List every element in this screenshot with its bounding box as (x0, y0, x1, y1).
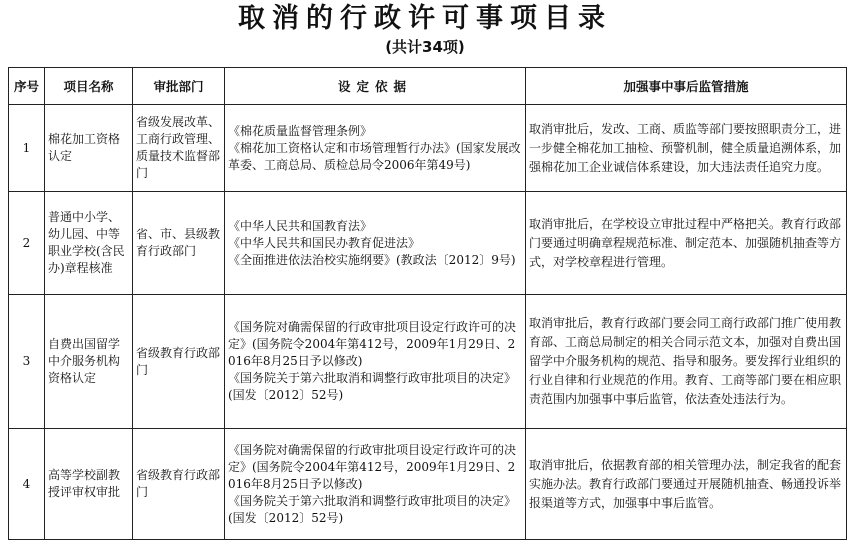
row-item-name: 自费出国留学中介服务机构资格认定 (45, 295, 133, 429)
table-row (9, 429, 847, 540)
catalog-table (8, 67, 847, 540)
row-seq: 3 (9, 295, 45, 429)
row-basis (225, 105, 526, 192)
table-header-row (9, 68, 847, 105)
basis-line: 《国务院关于第六批取消和调整行政审批项目的决定》(国发〔2012〕52号) (228, 493, 517, 525)
basis-line: 《国务院关于第六批取消和调整行政审批项目的决定》(国发〔2012〕52号) (228, 371, 517, 402)
row-basis (225, 295, 526, 429)
table-row (9, 105, 847, 192)
row-dept: 省级教育行政部门 (133, 295, 225, 429)
row-measures: 取消审批后，发改、工商、质监等部门要按照职责分工，进一步健全棉花加工抽检、预警机制，健全质量追溯体系，加强棉花加工企业诚信体系建设，加大违法责任追究力度。 (526, 105, 847, 192)
table-row (9, 192, 847, 295)
row-item-name: 普通中小学、幼儿园、中等职业学校(含民办)章程核准 (45, 192, 133, 295)
row-measures: 取消审批后，在学校设立审批过程中严格把关。教育行政部门要通过明确章程规范标准、制定范本、加强随机抽查等方式，对学校章程进行管理。 (526, 192, 847, 295)
row-basis (225, 192, 526, 295)
basis-line: 《棉花质量监督管理条例》 (228, 123, 373, 138)
page-title: 取消的行政许可事项目录 (238, 3, 612, 34)
row-seq: 4 (9, 429, 45, 540)
basis-line: 《国务院对确需保留的行政审批项目设定行政许可的决定》(国务院令2004年第412号，2009年1月29日、2016年8月25日予以修改) (228, 320, 517, 368)
row-item-name: 高等学校副教授评审权审批 (45, 429, 133, 540)
basis-line: 《全面推进依法治校实施纲要》(教政法〔2012〕9号) (228, 252, 516, 267)
row-dept: 省级教育行政部门 (133, 429, 225, 540)
table-row (9, 295, 847, 429)
basis-line: 《国务院对确需保留的行政审批项目设定行政许可的决定》(国务院令2004年第412号，2009年1月29日、2016年8月25日予以修改) (228, 442, 517, 491)
row-seq: 2 (9, 192, 45, 295)
header-basis: 设定依据 (225, 68, 526, 105)
row-item-name: 棉花加工资格认定 (45, 105, 133, 192)
header-name: 项目名称 (45, 68, 133, 105)
row-dept: 省级发展改革、工商行政管理、质量技术监督部门 (133, 105, 225, 192)
basis-line: 《中华人民共和国民办教育促进法》 (228, 235, 421, 250)
row-seq: 1 (9, 105, 45, 192)
row-basis (225, 429, 526, 540)
row-dept: 省、市、县级教育行政部门 (133, 192, 225, 295)
basis-line: 《中华人民共和国教育法》 (228, 218, 373, 233)
row-measures: 取消审批后，教育行政部门要会同工商行政部门推广使用教育部、工商总局制定的相关合同示范文本，加强对自费出国留学中介服务机构的规范、指导和服务。要发挥行业组织的行业自律和行业规范的作用。教育、工商等部门要在相应职责范围内加强事中事后监管，依法查处违法行为。 (526, 295, 847, 429)
header-measures: 加强事中事后监管措施 (526, 68, 847, 105)
page-subtitle: (共计34项) (385, 38, 465, 56)
basis-line: 《棉花加工资格认定和市场管理暂行办法》(国家发展改革委、工商总局、质检总局令2006年第49号) (228, 140, 521, 172)
header-dept: 审批部门 (133, 68, 225, 105)
header-seq: 序号 (9, 68, 45, 105)
row-measures: 取消审批后，依据教育部的相关管理办法，制定我省的配套实施办法。教育行政部门要通过开展随机抽查、畅通投诉举报渠道等方式，加强事中事后监管。 (526, 429, 847, 540)
